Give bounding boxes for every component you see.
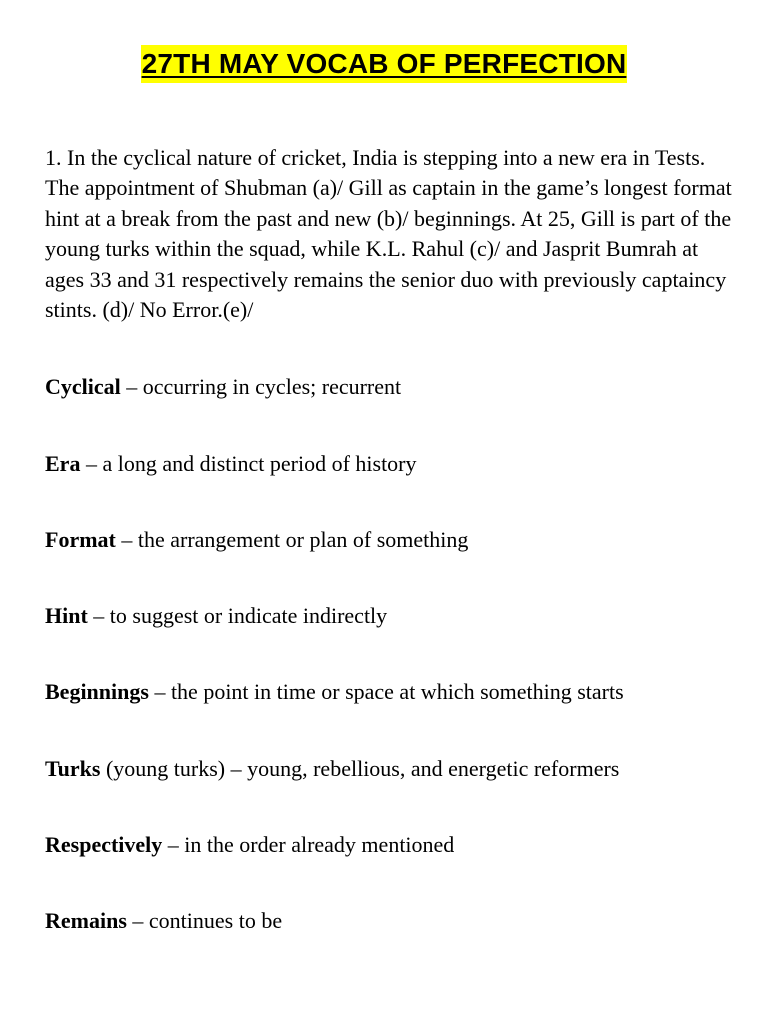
vocab-entry xyxy=(45,449,745,479)
vocab-definition: – occurring in cycles; recurrent xyxy=(120,374,402,399)
vocab-term: Respectively xyxy=(45,832,163,857)
vocab-term: Remains xyxy=(45,908,127,933)
vocab-entry xyxy=(45,906,745,936)
vocab-definition: – the arrangement or plan of something xyxy=(115,527,469,552)
vocab-term: Beginnings xyxy=(45,679,149,704)
vocab-term: Hint xyxy=(45,603,88,628)
vocab-note: (young turks) xyxy=(100,756,226,781)
vocab-definition: – a long and distinct period of history xyxy=(80,451,417,476)
vocab-entry xyxy=(45,830,745,860)
vocab-term: Era xyxy=(45,451,81,476)
vocab-entry xyxy=(45,372,745,402)
question-text: 1. In the cyclical nature of cricket, India is stepping into a new era in Tests. The appointment of Shubman (a)/ Gill as captain in the game’s longest format hint at a break from the past and new (b)/ beginnings. At 25, Gill is part of the young turks within the squad, while K.L. Rahul (c)/ and Jasprit Bumrah at ages 33 and 31 respectively remains the senior duo with previously captaincy stints. (d)/ No Error.(e)/ xyxy=(45,145,732,323)
vocab-term: Turks xyxy=(45,756,101,781)
vocab-entry xyxy=(45,601,745,631)
vocab-entry xyxy=(45,525,745,555)
page-title: 27TH MAY VOCAB OF PERFECTION xyxy=(141,45,628,83)
vocab-entry xyxy=(45,754,745,784)
vocab-definition: – young, rebellious, and energetic reformers xyxy=(225,756,620,781)
vocab-definition: – the point in time or space at which something starts xyxy=(148,679,624,704)
vocab-definition: – in the order already mentioned xyxy=(162,832,455,857)
vocab-definition: – to suggest or indicate indirectly xyxy=(87,603,388,628)
title-container xyxy=(0,45,768,83)
vocab-term: Cyclical xyxy=(45,374,121,399)
vocab-entry xyxy=(45,677,745,707)
vocab-term: Format xyxy=(45,527,116,552)
vocab-definition: – continues to be xyxy=(126,908,283,933)
